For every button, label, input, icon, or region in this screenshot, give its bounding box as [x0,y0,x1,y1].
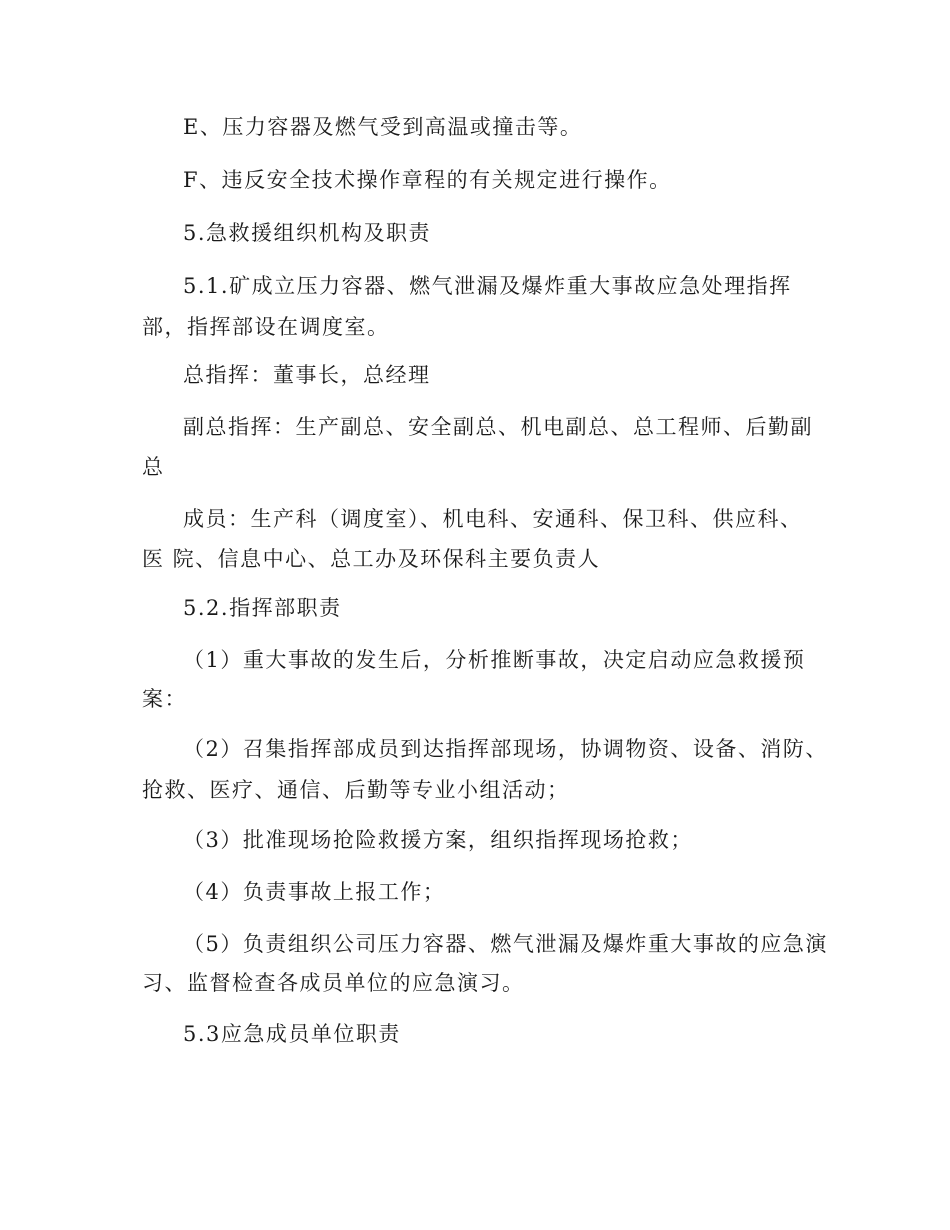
paragraph-line: （2）召集指挥部成员到达指挥部现场，协调物资、设备、消防、 [183,737,828,761]
paragraph-line: 医 院、信息中心、总工办及环保科主要负责人 [142,547,601,571]
paragraph-line: （5）负责组织公司压力容器、燃气泄漏及爆炸重大事故的应急演 [183,932,828,956]
paragraph-line: 总 [142,455,165,479]
paragraph-line: 副总指挥：生产副总、安全副总、机电副总、总工程师、后勤副 [183,415,813,439]
section-heading: 5.2.指挥部职责 [183,596,342,620]
paragraph-line: （4）负责事故上报工作； [183,880,446,904]
paragraph-line: （1）重大事故的发生后，分析推断事故，决定启动应急救援预 [183,648,806,672]
section-heading: 5.3应急成员单位职责 [183,1022,401,1046]
paragraph-line: 总指挥：董事长，总经理 [183,363,431,387]
paragraph-line: （3）批准现场抢险救援方案，组织指挥现场抢救； [183,828,693,852]
paragraph-line: 成员：生产科（调度室）、机电科、安通科、保卫科、供应科、 [183,507,803,531]
paragraph-line: 案： [142,687,187,711]
paragraph-line: 抢救、医疗、通信、后勤等专业小组活动； [142,778,570,802]
paragraph-line: F、违反安全技术操作章程的有关规定进行操作。 [183,168,672,192]
paragraph-line: 部，指挥部设在调度室。 [142,315,390,339]
section-heading: 5.急救援组织机构及职责 [183,221,432,245]
paragraph-line: 5.1.矿成立压力容器、燃气泄漏及爆炸重大事故应急处理指挥 [183,274,792,298]
paragraph-line: 习、监督检查各成员单位的应急演习。 [142,971,525,995]
paragraph-line: E、压力容器及燃气受到高温或撞击等。 [183,115,583,139]
